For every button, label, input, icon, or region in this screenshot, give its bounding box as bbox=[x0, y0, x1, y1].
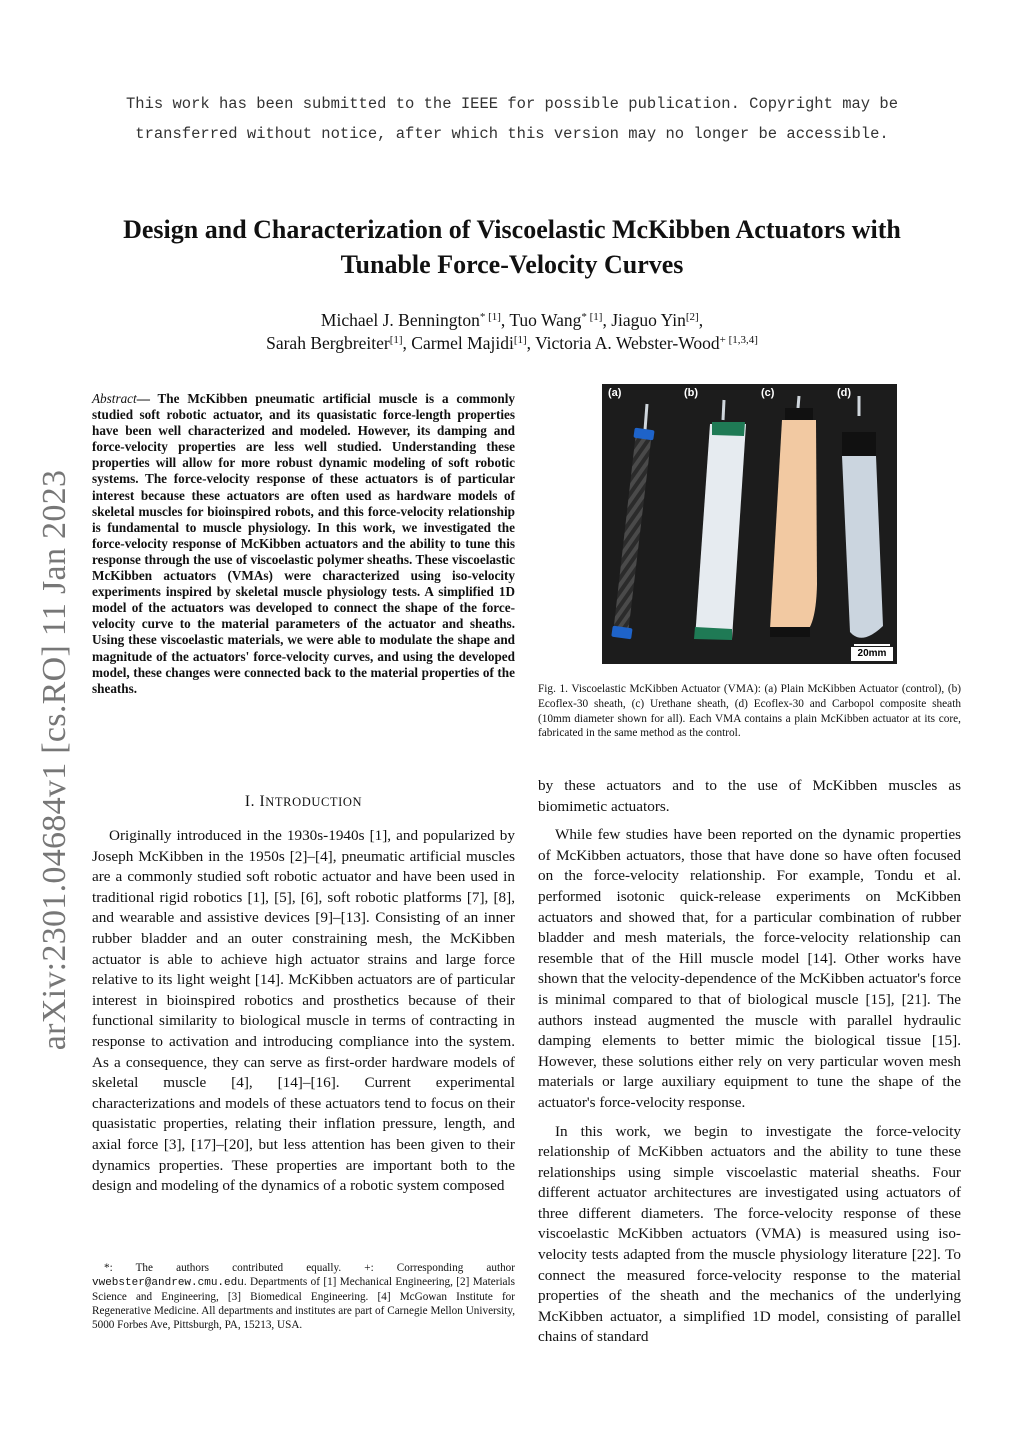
footnote-text: *: The authors contributed equally. +: Corresponding author bbox=[104, 1262, 515, 1274]
paper-title bbox=[80, 212, 944, 282]
figure-1-photo bbox=[602, 384, 897, 664]
section-heading-introduction bbox=[92, 793, 515, 811]
introduction-text bbox=[92, 826, 515, 1197]
actuator-d-composite bbox=[842, 396, 883, 638]
author-name: , Jiaguo Yin bbox=[602, 310, 686, 330]
blue-tape bbox=[611, 626, 632, 640]
paragraph: by these actuators and to the use of McKibben muscles as biomimetic actuators. bbox=[538, 777, 961, 815]
author-name: , Carmel Majidi bbox=[402, 333, 514, 353]
paragraph: While few studies have been reported on the dynamic properties of McKibben actuators, those that have done so have often focused on the force-velocity relationship. For example, Tondu et al. performed isotonic quick-release experiments on McKibben actuators and showed that, for a particular combination of rubber bladder and mesh materials, the force-velocity relationship can resemble that of the Hill muscle model [14]. Other works have shown that the velocity-dependence of the McKibben actuator's force is minimal compared to that of biological muscle [15], [21]. The authors instead augmented the muscle with parallel hydraulic damping elements to better mimic the biological tissue [15]. However, these solutions either rely on very particular woven mesh materials or large auxiliary equipment to tune the shape of the actuator's force-velocity response. bbox=[538, 826, 961, 1111]
title-line-1: Design and Characterization of Viscoelastic McKibben Actuators with bbox=[123, 215, 901, 244]
notice-line-1: This work has been submitted to the IEEE for possible publication. Copyright may be bbox=[125, 95, 899, 113]
panel-label-b: (b) bbox=[684, 387, 699, 399]
green-tape bbox=[712, 422, 745, 436]
right-column-text bbox=[538, 776, 961, 1348]
actuator-b-ecoflex bbox=[694, 400, 746, 640]
author-affiliation: * [1] bbox=[581, 311, 603, 323]
tube-fitting bbox=[723, 400, 724, 420]
paragraph: Originally introduced in the 1930s-1940s [1], and popularized by Joseph McKibben in the 1950s [2]–[4], pneumatic artificial muscles are a commonly studied soft robotic actuator and have been used in traditional rigid robotics [1], [5], [6], soft robotic platforms [7], [8], and wearable and assistive devices [9]–[13]. Consisting of an inner rubber bladder and an outer constraining mesh, the McKibben actuator is able to achieve high actuator strains and large force relative to its light weight [14]. McKibben actuators are of particular interest in bioinspired robotics and prosthetics because of their functional similarity to biological muscle in terms of contracting in response to activation and introducing compliance into the system. As a consequence, they can serve as first-order hardware models of skeletal muscle [4], [14]–[16]. Current experimental characterizations and models of these actuators tend to focus on their quasistatic properties, relating their inflation pressure, length, and axial force [3], [17]–[20], but less attention has been given to their dynamics properties. These properties are important both to the design and modeling of the dynamics of a robotic system composed bbox=[92, 827, 515, 1195]
abstract-dash: — bbox=[136, 391, 150, 406]
author-name: , Victoria A. Webster-Wood bbox=[526, 333, 720, 353]
urethane-sheath bbox=[770, 420, 817, 636]
section-number: I. I bbox=[244, 793, 266, 810]
author-affiliation: * [1] bbox=[479, 311, 501, 323]
actuator-c-urethane bbox=[770, 396, 817, 637]
author-name: Michael J. Bennington bbox=[320, 310, 480, 330]
section-name: NTRODUCTION bbox=[265, 795, 363, 809]
arxiv-identifier: arXiv:2301.04684v1 [cs.RO] 11 Jan 2023 bbox=[36, 469, 73, 1051]
email-link[interactable]: vwebster@andrew.cmu.edu bbox=[92, 1277, 244, 1289]
end-cap bbox=[770, 627, 810, 637]
composite-sheath bbox=[842, 456, 883, 638]
author-name: , Tuo Wang bbox=[500, 310, 582, 330]
author-separator: , bbox=[698, 310, 704, 330]
author-affiliation: [2] bbox=[685, 311, 699, 323]
footnote-text: . Departments of [1] Mechanical Engineering, [2] Materials Science and Engineering, [3] Biomedical Engineering. [4] McGowan Institute for Regenerative Medicine. All departments and institutes are part of Carnegie Mellon University, 5000 Forbes Ave, Pittsburgh, PA, 15213, USA. bbox=[92, 1276, 515, 1331]
submission-notice bbox=[0, 90, 1024, 149]
panel-label-a: (a) bbox=[608, 387, 622, 399]
footnote bbox=[92, 1261, 515, 1332]
author-line-1 bbox=[80, 309, 944, 332]
end-cap bbox=[842, 432, 876, 456]
figure-caption: Fig. 1. Viscoelastic McKibben Actuator (VMA): (a) Plain McKibben Actuator (control), (b) Ecoflex-30 sheath, (c) Urethane sheath, (d) Ecoflex-30 and Carbopol composite sheath (10mm diameter shown for all). Each VMA contains a plain McKibben actuator at its core, fabricated in the same method as the control. bbox=[538, 683, 961, 740]
green-tape bbox=[694, 627, 732, 640]
author-affiliation: [1] bbox=[389, 334, 403, 346]
end-cap bbox=[785, 408, 813, 420]
author-affiliation: [1] bbox=[513, 334, 527, 346]
author-list bbox=[80, 309, 944, 355]
actuator-photo-drawing bbox=[602, 384, 897, 664]
abstract bbox=[92, 391, 515, 697]
author-affiliation: + [1,3,4] bbox=[719, 334, 758, 346]
author-name: Sarah Bergbreiter bbox=[266, 333, 390, 353]
ecoflex-sheath bbox=[695, 424, 746, 639]
title-line-2: Tunable Force-Velocity Curves bbox=[340, 250, 684, 279]
mesh-braid bbox=[613, 432, 652, 634]
paragraph: In this work, we begin to investigate the force-velocity relationship of McKibben actuators and the ability to tune these relationships using simple viscoelastic material sheaths. Four different actuator architectures are investigated using actuators of three different diameters. The force-velocity response of these viscoelastic McKibben actuators (VMA) is measured using iso-velocity tests adapted from the muscle physiology literature [22]. To connect the measured force-velocity response to the material properties of the sheath and the mechanics of the underlying McKibben actuator, a simplified 1D model, consisting of parallel chains of standard bbox=[538, 1122, 961, 1346]
actuator-a-plain bbox=[611, 404, 654, 639]
abstract-label: Abstract bbox=[92, 391, 137, 406]
scale-bar: 20mm bbox=[851, 647, 893, 661]
tube-fitting bbox=[798, 396, 799, 408]
notice-line-2: transferred without notice, after which this version may no longer be accessible. bbox=[135, 124, 889, 143]
panel-label-d: (d) bbox=[837, 387, 852, 399]
abstract-text: The McKibben pneumatic artificial muscle is a commonly studied soft robotic actuator, and its quasistatic force-length properties have been well characterized and modeled. However, its damping and force-velocity properties are less well studied. Understanding these properties will allow for more robust dynamic modeling of soft robotic systems. The force-velocity response of these actuators is of particular interest because these actuators are often used as hardware models of skeletal muscles for bioinspired robots, and this force-velocity relationship is fundamental to muscle physiology. In this work, we investigated the force-velocity response of McKibben actuators and the ability to tune this response through the use of viscoelastic polymer sheaths. These viscoelastic McKibben actuators (VMAs) were characterized using iso-velocity experiments inspired by skeletal muscle physiology tests. A simplified 1D model of the actuators was developed to connect the shape of the force-velocity curve to the material parameters of the actuator and sheaths. Using these viscoelastic materials, we were able to modulate the shape and magnitude of the actuators' force-velocity curves, and using the developed model, these changes were connected back to the material properties of the sheaths. bbox=[92, 391, 515, 696]
panel-label-c: (c) bbox=[761, 387, 775, 399]
tube-fitting bbox=[645, 404, 647, 430]
author-line-2 bbox=[80, 332, 944, 355]
